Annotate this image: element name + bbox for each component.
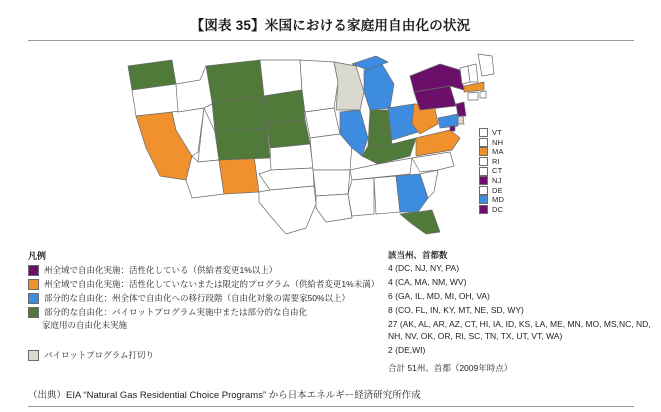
state-ia — [305, 108, 340, 138]
state-ne — [267, 120, 310, 148]
legend-item — [28, 277, 378, 291]
state-key-swatch — [479, 157, 488, 166]
state-key-row — [479, 186, 535, 196]
state-abbrev-key — [479, 128, 535, 214]
state-key-label: RI — [492, 156, 500, 166]
count-number: 6 — [388, 291, 393, 301]
count-number: 4 — [388, 277, 393, 287]
count-states: (AK, AL, AR, AZ, CT, HI, IA, ID, KS, LA, ME, MN, MO, MS,NC, ND, NH, NV, OK, OR, RI, SC, TN, TX, UT, VT, WA) — [388, 319, 651, 341]
us-map — [120, 52, 540, 242]
legend-swatch-full-inactive — [28, 279, 39, 290]
legend-label: パイロットプログラム打切り — [44, 350, 154, 360]
legend-item — [28, 305, 378, 319]
count-item — [388, 345, 656, 357]
legend-item — [28, 291, 378, 305]
state-key-row — [479, 147, 535, 157]
title-divider — [28, 40, 634, 41]
legend-heading: 凡例 — [28, 251, 47, 261]
state-in — [368, 110, 392, 146]
state-va — [416, 130, 460, 156]
state-key-label: DE — [492, 185, 503, 195]
count-states: (CA, MA, NM, WV) — [395, 277, 467, 287]
state-key-swatch — [479, 186, 488, 195]
count-item — [388, 319, 656, 342]
state-dc — [450, 126, 455, 131]
counts-total: 合計 51州、首都（2009年時点） — [388, 363, 513, 373]
state-ar — [313, 170, 350, 196]
state-sd — [264, 90, 305, 124]
state-wy — [212, 96, 267, 132]
state-key-label: MD — [492, 195, 505, 205]
state-nm — [219, 156, 259, 194]
legend-item — [28, 348, 248, 362]
legend-label: 部分的な自由化：州全体で自由化への移行段階（自由化対象の需要家50%以上） — [44, 293, 351, 303]
count-item — [388, 305, 656, 317]
count-number: 2 — [388, 344, 393, 355]
state-key-label: CT — [492, 166, 503, 176]
state-key-label: NJ — [492, 175, 502, 185]
state-ms — [348, 178, 374, 216]
bottom-divider — [28, 406, 634, 407]
state-key-swatch — [479, 195, 488, 204]
state-nh — [468, 64, 478, 82]
legend-swatch-pilot-terminated — [28, 350, 39, 361]
count-states: (CO, FL, IN, KY, MT, NE, SD, WY) — [395, 305, 524, 315]
state-key-row — [479, 166, 535, 176]
counts-heading: 該当州、首都数 — [388, 250, 448, 260]
state-al — [374, 176, 400, 214]
count-item — [388, 277, 656, 289]
legend-no-liberalization-label: 家庭用の自由化未実施 — [42, 320, 128, 330]
legend-label: 州全域で自由化実施：活性化していないまたは限定的プログラム（供給者変更1%未満） — [44, 279, 380, 289]
legend-pilot-item — [28, 348, 248, 362]
state-ks — [270, 144, 313, 170]
state-ny — [410, 64, 464, 92]
state-nd — [260, 60, 302, 96]
state-co — [215, 128, 270, 160]
source-note: （出典）EIA “Natural Gas Residential Choice Programs” から日本エネルギー経済研究所作成 — [28, 390, 421, 401]
state-key-swatch — [479, 176, 488, 185]
state-mn — [300, 60, 338, 112]
count-item — [388, 291, 656, 303]
legend-item — [28, 263, 378, 277]
state-mi — [364, 64, 394, 110]
count-states: (GA, IL, MD, MI, OH, VA) — [395, 291, 490, 301]
count-number: 27 — [388, 319, 398, 329]
state-key-swatch — [479, 167, 488, 176]
state-me — [478, 54, 494, 76]
state-ri — [480, 91, 486, 98]
state-key-row — [479, 195, 535, 205]
legend-list — [28, 263, 378, 319]
state-or — [132, 84, 180, 116]
state-wi — [334, 62, 364, 110]
state-key-swatch — [479, 128, 488, 137]
state-key-swatch — [479, 138, 488, 147]
count-number: 4 — [388, 263, 393, 273]
state-key-row — [479, 138, 535, 148]
count-states: (DE,WI) — [395, 344, 426, 355]
state-key-swatch — [479, 205, 488, 214]
legend-label: 州全域で自由化実施：活性化している（供給者変更1%以上） — [44, 265, 278, 275]
state-key-swatch — [479, 147, 488, 156]
legend-swatch-partial-pilot — [28, 307, 39, 318]
count-item — [388, 263, 656, 275]
state-tx — [259, 186, 316, 234]
legend-swatch-full-active — [28, 265, 39, 276]
state-key-label: VT — [492, 128, 502, 137]
state-mt — [206, 60, 264, 102]
counts-list — [388, 263, 656, 359]
count-number: 8 — [388, 305, 393, 315]
state-az — [186, 156, 224, 198]
state-fl — [400, 210, 440, 234]
state-la — [316, 194, 352, 222]
state-ct — [468, 92, 478, 100]
legend-swatch-partial-transition — [28, 293, 39, 304]
state-key-label: MA — [492, 147, 504, 157]
state-key-label: NH — [492, 137, 504, 147]
state-key-row — [479, 176, 535, 186]
state-key-row — [479, 128, 535, 138]
state-key-label: DC — [492, 204, 504, 214]
state-key-row — [479, 157, 535, 167]
count-states: (DC, NJ, NY, PA) — [395, 263, 460, 273]
page-title: 【図表 35】米国における家庭用自由化の状況 — [190, 18, 471, 33]
legend-label: 部分的な自由化：パイロットプログラム実施中または部分的な自由化 — [44, 307, 307, 317]
state-key-row — [479, 205, 535, 215]
state-ma — [464, 82, 484, 92]
